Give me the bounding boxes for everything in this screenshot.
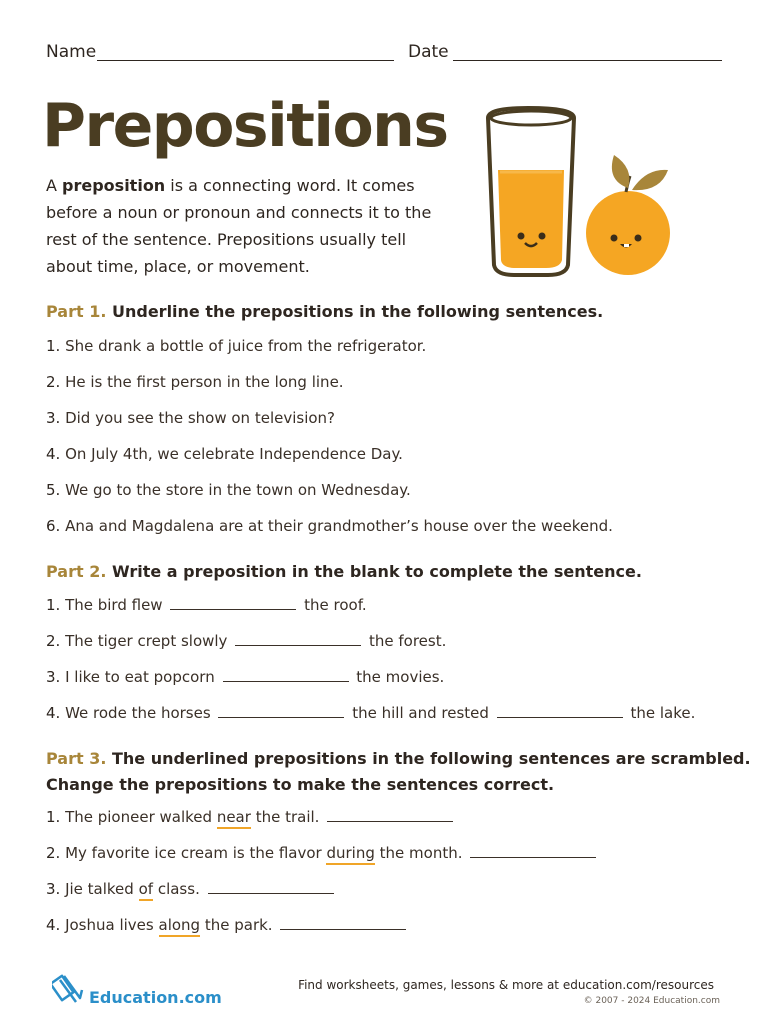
education-logo-icon — [52, 970, 86, 1004]
part3-heading: Part 3. The underlined prepositions in the following sentences are scrambled. Change the prepositions to make the sentences correct. — [46, 749, 751, 794]
part1-item-6: 6. Ana and Magdalena are at their grandmother’s house over the weekend. — [46, 517, 613, 535]
part3-item-1: 1. The pioneer walked near the trail. — [46, 807, 456, 827]
underlined-preposition: during — [326, 844, 374, 865]
answer-blank[interactable] — [470, 845, 596, 858]
answer-blank[interactable] — [327, 809, 453, 822]
answer-blank[interactable] — [235, 633, 361, 646]
answer-blank[interactable] — [223, 669, 349, 682]
intro-paragraph: A preposition is a connecting word. It comes before a noun or pronoun and connects it to the rest of the sentence. Prepositions usually tell about time, place, or movement. — [46, 176, 432, 276]
part1-item-4: 4. On July 4th, we celebrate Independence Day. — [46, 445, 403, 463]
part1-heading: Part 1. Underline the prepositions in the following sentences. — [46, 302, 604, 321]
part3-item-2: 2. My favorite ice cream is the flavor during the month. — [46, 843, 599, 863]
answer-blank[interactable] — [218, 705, 344, 718]
underlined-preposition: near — [217, 808, 251, 829]
part1-item-5: 5. We go to the store in the town on Wednesday. — [46, 481, 411, 499]
footer-tagline: Find worksheets, games, lessons & more at education.com/resources — [298, 978, 714, 992]
footer-copyright: © 2007 - 2024 Education.com — [583, 996, 720, 1006]
answer-blank[interactable] — [208, 881, 334, 894]
underlined-preposition: along — [159, 916, 201, 937]
part1-item-3: 3. Did you see the show on television? — [46, 409, 336, 427]
underlined-preposition: of — [139, 880, 153, 901]
keyword-preposition: preposition — [62, 176, 166, 195]
answer-blank[interactable] — [497, 705, 623, 718]
orange-icon — [586, 155, 670, 275]
part2-item-3: 3. I like to eat popcorn the movies. — [46, 668, 445, 686]
juice-and-orange-illustration — [478, 100, 688, 285]
part2-item-2: 2. The tiger crept slowly the forest. — [46, 632, 447, 650]
answer-blank[interactable] — [280, 917, 406, 930]
date-field[interactable] — [453, 60, 722, 61]
part3-item-3: 3. Jie talked of class. — [46, 879, 337, 899]
part3-item-4: 4. Joshua lives along the park. — [46, 915, 409, 935]
part1-item-1: 1. She drank a bottle of juice from the refrigerator. — [46, 337, 427, 355]
name-label: Name — [46, 42, 97, 62]
part2-heading: Part 2. Write a preposition in the blank to complete the sentence. — [46, 562, 642, 581]
answer-blank[interactable] — [170, 597, 296, 610]
name-field[interactable] — [97, 60, 394, 61]
education-logo-text: Education.com — [89, 988, 222, 1007]
part2-item-1: 1. The bird flew the roof. — [46, 596, 367, 614]
date-label: Date — [408, 42, 449, 62]
part1-item-2: 2. He is the first person in the long line. — [46, 373, 344, 391]
juice-glass-icon — [488, 108, 574, 275]
part2-item-4: 4. We rode the horses the hill and rested the lake. — [46, 704, 696, 722]
page-title: Prepositions — [42, 91, 448, 161]
